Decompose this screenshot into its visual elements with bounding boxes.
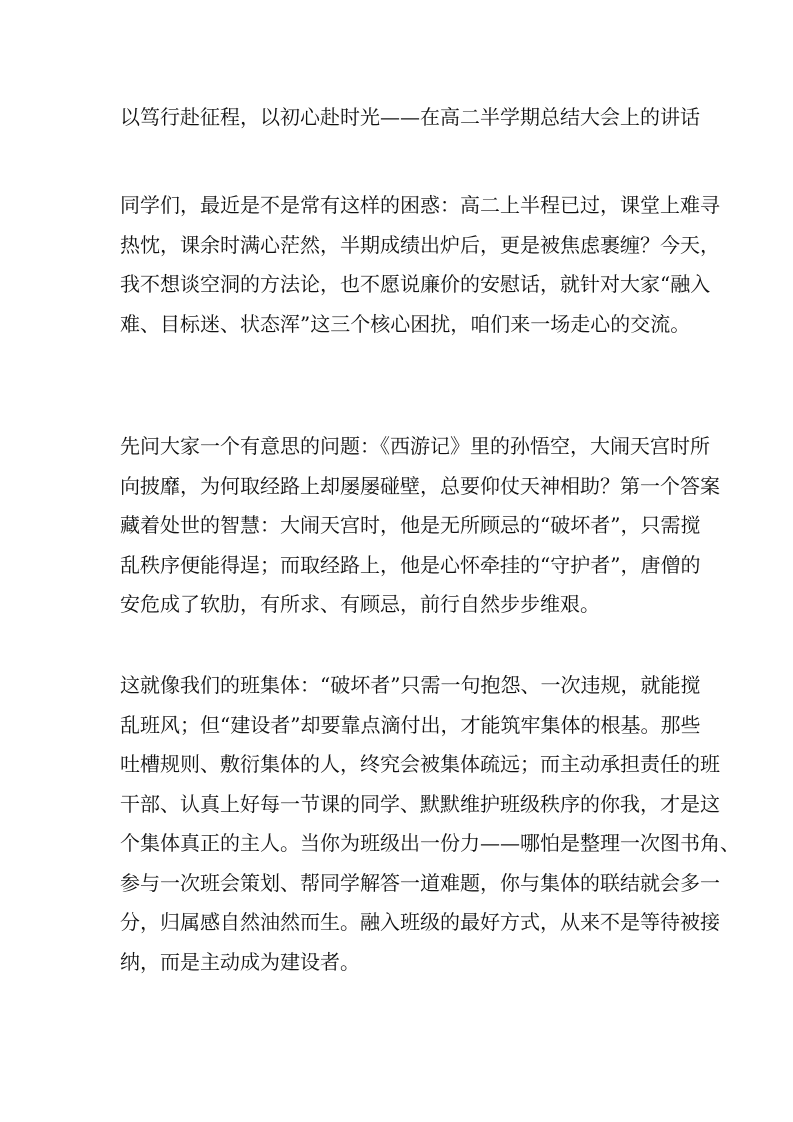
paragraph-line: 向披靡，为何取经路上却屡屡碰壁，总要仰仗天神相助？第一个答案 [120, 473, 720, 498]
paragraph-line: 个集体真正的主人。当你为班级出一份力——哪怕是整理一次图书角、 [120, 831, 740, 855]
paragraph-line: 藏着处世的智慧：大闹天宫时，他是无所顾忌的“破坏者”，只需搅 [120, 513, 701, 537]
paragraph-line: 这就像我们的班集体：“破坏者”只需一句抱怨、一次违规，就能搅 [120, 673, 701, 697]
paragraph-line: 乱班风；但“建设者”却要靠点滴付出，才能筑牢集体的根基。那些 [120, 712, 701, 737]
paragraph-line: 纳，而是主动成为建设者。 [120, 949, 360, 974]
paragraph-line: 吐槽规则、敷衍集体的人，终究会被集体疏远；而主动承担责任的班 [120, 752, 720, 776]
paragraph-3 [120, 666, 740, 982]
paragraph-line: 同学们，最近是不是常有这样的困惑：高二上半程已过，课堂上难寻 [120, 193, 720, 217]
paragraph-1 [120, 186, 720, 344]
paragraph-line: 参与一次班会策划、帮同学解答一道难题，你与集体的联结就会多一 [120, 870, 720, 895]
paragraph-line: 难、目标迷、状态浑”这三个核心困扰，咱们来一场走心的交流。 [120, 311, 691, 336]
title-text: 以笃行赴征程，以初心赴时光——在高二半学期总结大会上的讲话 [120, 105, 700, 129]
paragraph-line: 乱秩序便能得逞；而取经路上，他是心怀牵挂的“守护者”，唐僧的 [120, 552, 701, 577]
paragraph-line: 安危成了软肋，有所求、有顾忌，前行自然步步维艰。 [120, 592, 600, 616]
paragraph-line: 干部、认真上好每一节课的同学、默默维护班级秩序的你我，才是这 [120, 791, 720, 816]
paragraph-line: 我不想谈空洞的方法论，也不愿说廉价的安慰话，就针对大家“融入 [120, 272, 711, 296]
paragraph-2 [120, 427, 720, 625]
paragraph-line: 分，归属感自然油然而生。融入班级的最好方式，从来不是等待被接 [120, 910, 720, 934]
document-title [120, 98, 720, 138]
paragraph-line: 先问大家一个有意思的问题：《西游记》里的孙悟空，大闹天宫时所 [120, 434, 710, 458]
paragraph-line: 热忱，课余时满心茫然，半期成绩出炉后，更是被焦虑裹缠？今天， [120, 232, 720, 257]
